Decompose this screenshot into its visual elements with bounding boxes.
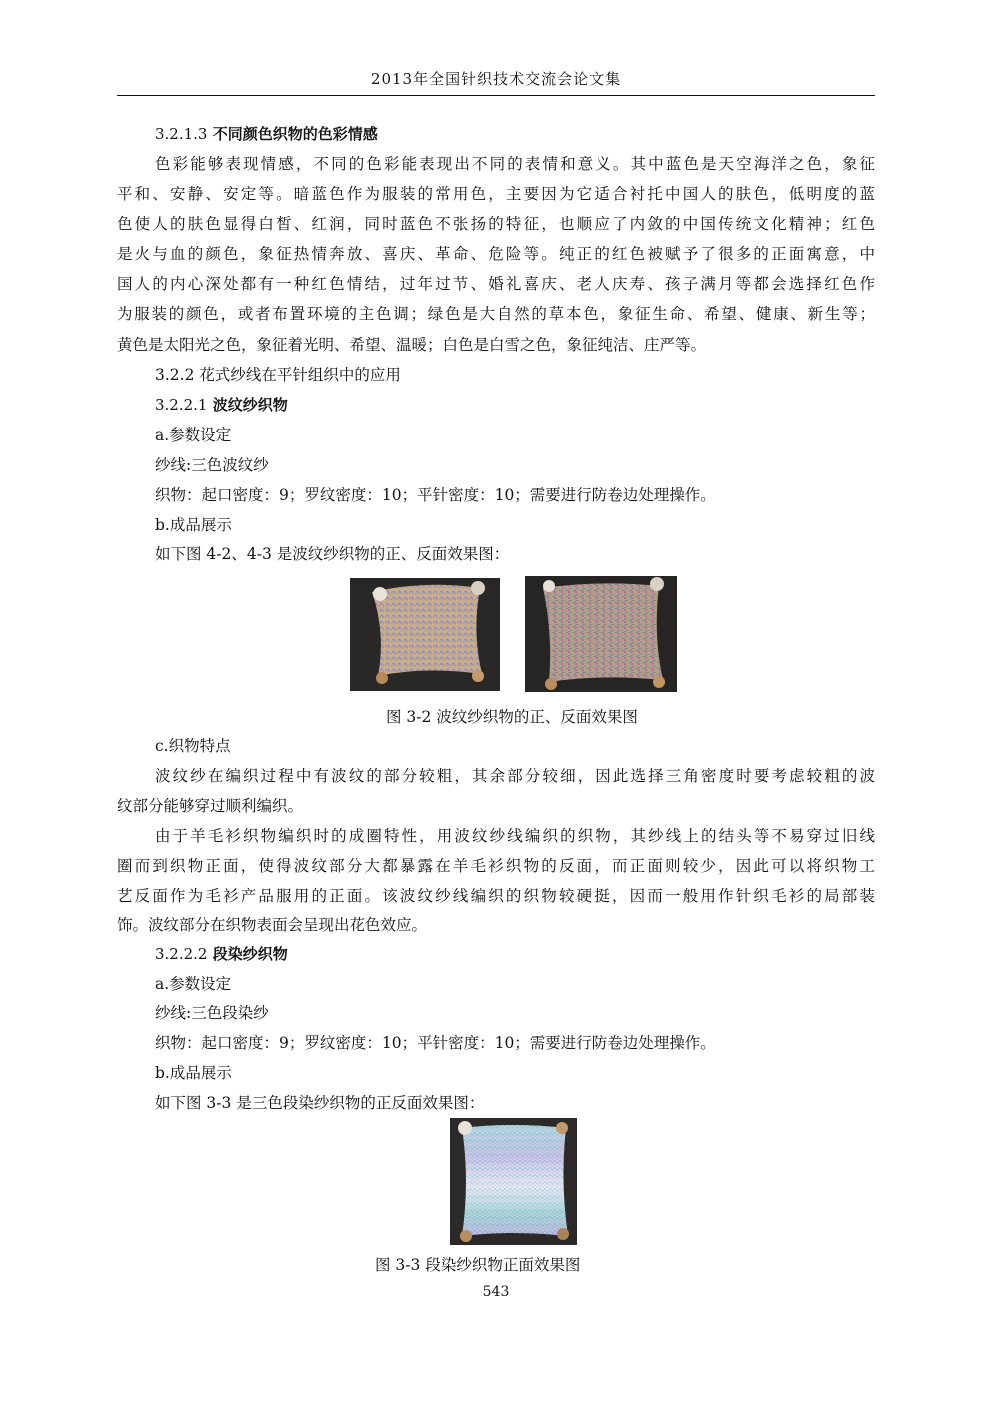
section-title: 不同颜色织物的色彩情感 — [212, 125, 378, 143]
paragraph-line: 是火与血的颜色，象征热情奔放、喜庆、革命、危险等。纯正的红色被赋予了很多的正面寓意，中 — [117, 245, 875, 263]
paragraph-line: 由于羊毛衫织物编织时的成圈特性，用波纹纱线编织的织物，其纱线上的结头等不易穿过旧线 — [155, 827, 875, 845]
section-number: 3.2.2.1 — [155, 396, 208, 414]
paragraph-line: 饰。波纹部分在织物表面会呈现出花色效应。 — [117, 916, 428, 934]
product-heading: b.成品展示 — [155, 1064, 232, 1082]
figure-intro: 如下图 4-2、4-3 是波纹纱织物的正、反面效果图： — [155, 545, 510, 563]
wave-fabric-front-photo — [350, 578, 500, 691]
figure-caption-3-2: 图 3-2 波纹纱织物的正、反面效果图 — [386, 708, 638, 726]
paragraph-line: 为服装的颜色，或者布置环境的主色调；绿色是大自然的草本色，象征生命、希望、健康、新生等； — [117, 305, 875, 323]
paragraph-line: 波纹纱在编织过程中有波纹的部分较粗，其余部分较细，因此选择三角密度时要考虑较粗的波 — [155, 767, 875, 785]
yarn-line: 纱线:三色波纹纱 — [155, 456, 269, 474]
header-rule — [117, 95, 875, 96]
paragraph-line: 平和、安静、安定等。暗蓝色作为服装的常用色，主要因为它适合衬托中国人的肤色，低明度的蓝 — [117, 185, 875, 203]
paragraph-line: 纹部分能够穿过顺利编织。 — [117, 797, 304, 815]
section-heading-322: 3.2.2 花式纱线在平针组织中的应用 — [155, 366, 401, 384]
section-heading-3221 — [155, 391, 875, 419]
page-number: 543 — [482, 1284, 510, 1300]
product-heading: b.成品展示 — [155, 516, 232, 534]
section-heading-3222 — [155, 940, 875, 968]
figure-caption-3-3: 图 3-3 段染纱织物正面效果图 — [375, 1256, 581, 1274]
paragraph-line: 黄色是太阳光之色，象征着光明、希望、温暖；白色是白雪之色，象征纯洁、庄严等。 — [117, 336, 707, 354]
section-title: 波纹纱织物 — [212, 396, 288, 414]
fabric-line: 织物：起口密度：9；罗纹密度：10；平针密度：10；需要进行防卷边处理操作。 — [155, 486, 716, 504]
section-number: 3.2.1.3 — [155, 125, 208, 143]
space-dyed-fabric-photo — [450, 1118, 577, 1245]
paragraph-line: 国人的内心深处都有一种红色情结，过年过节、婚礼喜庆、老人庆寿、孩子满月等都会选择红色作 — [117, 275, 875, 293]
paragraph-line: 艺反面作为毛衫产品服用的正面。该波纹纱线编织的织物较硬挺，因而一般用作针织毛衫的局部装 — [117, 887, 875, 905]
running-header: 2013年全国针织技术交流会论文集 — [370, 70, 622, 88]
figure-intro: 如下图 3-3 是三色段染纱织物的正反面效果图： — [155, 1094, 485, 1112]
section-number: 3.2.2.2 — [155, 945, 208, 963]
wave-fabric-back-photo — [525, 576, 677, 692]
features-heading: c.织物特点 — [155, 737, 231, 755]
section-title: 段染纱织物 — [212, 945, 288, 963]
paragraph-line: 色彩能够表现情感，不同的色彩能表现出不同的表情和意义。其中蓝色是天空海洋之色，象征 — [155, 155, 875, 173]
paragraph-line: 色使人的肤色显得白皙、红润，同时蓝色不张扬的特征，也顺应了内敛的中国传统文化精神；红色 — [117, 215, 875, 233]
param-heading: a.参数设定 — [155, 975, 232, 993]
yarn-line: 纱线:三色段染纱 — [155, 1004, 269, 1022]
paragraph-line: 圈而到织物正面，使得波纹部分大都暴露在羊毛衫织物的反面，而正面则较少，因此可以将织物工 — [117, 857, 875, 875]
fabric-line: 织物：起口密度：9；罗纹密度：10；平针密度：10；需要进行防卷边处理操作。 — [155, 1034, 716, 1052]
param-heading: a.参数设定 — [155, 426, 232, 444]
section-heading-3213 — [155, 120, 875, 148]
